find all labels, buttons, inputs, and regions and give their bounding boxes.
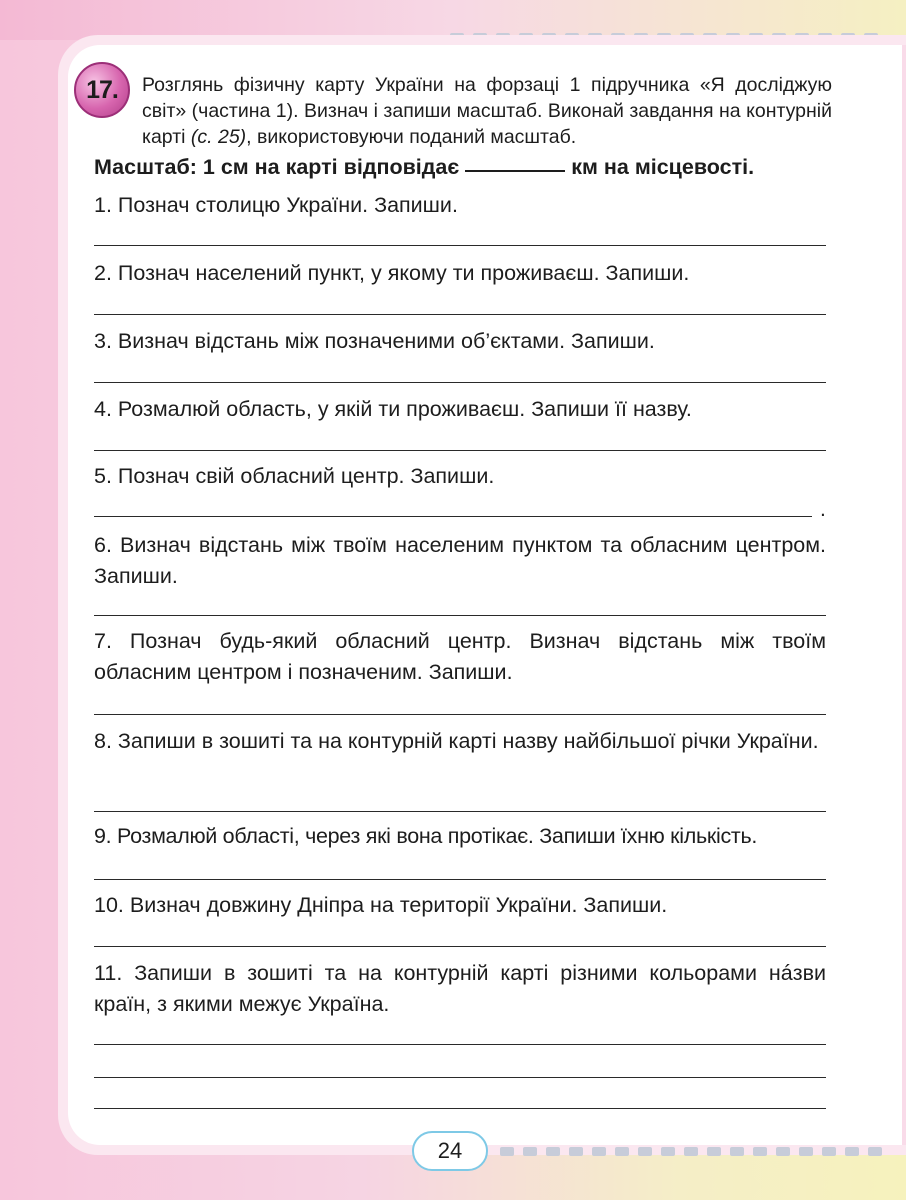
answer-line-4[interactable] [94, 450, 826, 451]
task-item-4: 4. Розмалюй область, у якій ти проживаєш. Запиши її назву. [94, 397, 692, 421]
answer-line-11b[interactable] [94, 1077, 826, 1078]
task-intro-text-2: , використовуючи поданий масштаб. [246, 126, 577, 148]
scale-suffix: км на місцевості. [571, 155, 755, 179]
task-item-7: 7. Познач будь-який обласний центр. Визнач відстань між твоїм обласним центром і позначеним. Запиши. [94, 629, 826, 684]
answer-line-7[interactable] [94, 714, 826, 715]
task-item-6: 6. Визнач відстань між твоїм населеним пунктом та обласним центром. Запиши. [94, 533, 826, 588]
answer-line-5-period: . [820, 498, 826, 521]
answer-line-1[interactable] [94, 245, 826, 246]
page-number: 24 [412, 1131, 488, 1171]
answer-line-5[interactable] [94, 516, 812, 517]
task-intro-page-ref: (с. 25) [190, 126, 247, 148]
scale-answer-blank[interactable] [465, 170, 565, 172]
scale-prefix: Масштаб: 1 см на карті відповідає [94, 155, 460, 179]
task-item-10: 10. Визнач довжину Дніпра на території України. Запиши. [94, 893, 668, 917]
answer-line-3[interactable] [94, 382, 826, 383]
answer-line-11a[interactable] [94, 1044, 826, 1045]
task-item-5: 5. Познач свій обласний центр. Запиши. [94, 464, 495, 488]
task-number: 17. [86, 75, 118, 104]
answer-line-10[interactable] [94, 946, 826, 947]
task-item-2: 2. Познач населений пункт, у якому ти проживаєш. Запиши. [94, 261, 690, 285]
answer-line-9[interactable] [94, 879, 826, 880]
task-intro-text-1: Розглянь фізичну карту України на форзаці 1 підручника «Я досліджую світ» (частина 1). Визнач і запиши масштаб. Виконай завдання на контурній карті [142, 74, 832, 148]
answer-line-6[interactable] [94, 615, 826, 616]
task-item-8: 8. Запиши в зошиті та на контурній карті назву найбільшої річки України. [94, 729, 819, 753]
decorative-dash-row-bottom [500, 1147, 882, 1156]
task-item-3: 3. Визнач відстань між позначеними об’єктами. Запиши. [94, 329, 655, 353]
answer-line-8[interactable] [94, 811, 826, 812]
task-item-9: 9. Розмалюй області, через які вона протікає. Запиши їхню кількість. [94, 824, 758, 848]
task-item-1: 1. Познач столицю України. Запиши. [94, 193, 458, 217]
task-intro [142, 72, 832, 150]
scale-statement [94, 155, 839, 180]
answer-line-2[interactable] [94, 314, 826, 315]
answer-line-11c[interactable] [94, 1108, 826, 1109]
task-number-badge [74, 62, 130, 118]
task-item-11: 11. Запиши в зошиті та на контурній карті різними кольорами нáзви країн, з якими межує Україна. [94, 961, 826, 1016]
